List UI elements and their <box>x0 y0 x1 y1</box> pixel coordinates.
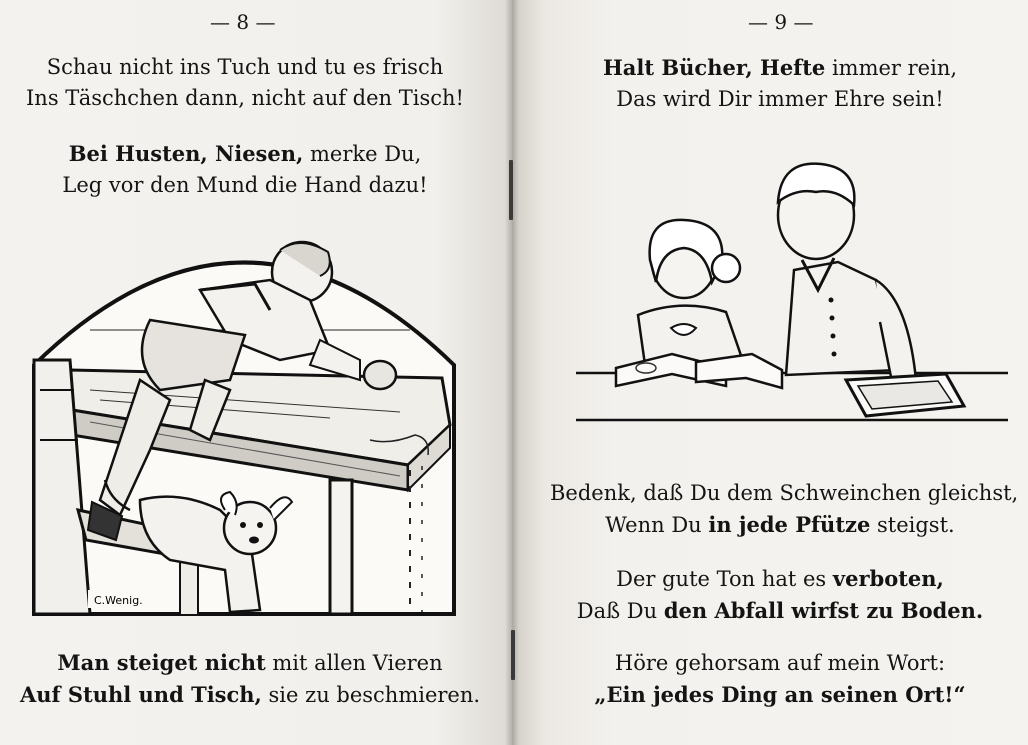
verse-obedience <box>550 648 1010 711</box>
verse-line <box>550 563 1010 595</box>
binding-staple-top <box>509 160 513 220</box>
illustration-boy-on-table <box>30 240 458 618</box>
emphasis-text: Bei Husten, Niesen, <box>68 141 304 166</box>
emphasis-text: verboten, <box>832 566 944 591</box>
verse-line <box>0 138 490 170</box>
verse-coughing <box>0 138 490 201</box>
verse-climbing <box>0 647 500 711</box>
verse-line: Das wird Dir immer Ehre sein! <box>616 87 944 111</box>
page-number-9: — 9 — <box>748 10 814 34</box>
binding-staple-bottom <box>511 630 515 680</box>
verse-line: Bedenk, daß Du dem Schweinchen gleichst, <box>550 481 1019 505</box>
verse-puddle <box>550 478 1019 541</box>
emphasis-text: den Abfall wirfst zu Boden. <box>663 598 984 623</box>
verse-text: immer rein, <box>825 56 958 80</box>
verse-line <box>550 509 1010 541</box>
verse-text: Der gute Ton hat es <box>616 567 833 591</box>
verse-line <box>550 679 1010 711</box>
emphasis-text: in jede Pfütze <box>708 512 871 537</box>
verse-line: Leg vor den Mund die Hand dazu! <box>62 173 428 197</box>
verse-text: sie zu beschmieren. <box>261 683 481 707</box>
emphasis-text: „Ein jedes Ding an seinen Ort!“ <box>594 682 966 707</box>
verse-littering <box>550 563 1010 627</box>
left-page <box>0 0 512 745</box>
verse-text: Wenn Du <box>605 513 709 537</box>
verse-text: Daß Du <box>576 599 664 623</box>
emphasis-text: Auf Stuhl und Tisch, <box>19 682 262 707</box>
right-page <box>512 0 1028 745</box>
verse-handkerchief <box>0 52 490 114</box>
verse-line <box>550 595 1010 627</box>
emphasis-text: Man steiget nicht <box>57 650 266 675</box>
verse-text: mit allen Vieren <box>265 651 443 675</box>
illustration-children-reading <box>576 150 1008 425</box>
emphasis-text: Halt Bücher, Hefte <box>602 55 826 80</box>
verse-line: Ins Täschchen dann, nicht auf den Tisch! <box>26 86 464 110</box>
illustrator-signature: C.Wenig. <box>94 594 143 607</box>
verse-line: Höre gehorsam auf mein Wort: <box>614 651 946 675</box>
verse-line <box>0 647 500 679</box>
verse-text: merke Du, <box>303 142 422 166</box>
verse-line <box>550 52 1010 84</box>
page-number-8: — 8 — <box>210 10 276 34</box>
verse-line <box>0 679 500 711</box>
verse-text: steigst. <box>870 513 955 537</box>
verse-books <box>550 52 1010 115</box>
verse-line: Schau nicht ins Tuch und tu es frisch <box>46 55 444 79</box>
